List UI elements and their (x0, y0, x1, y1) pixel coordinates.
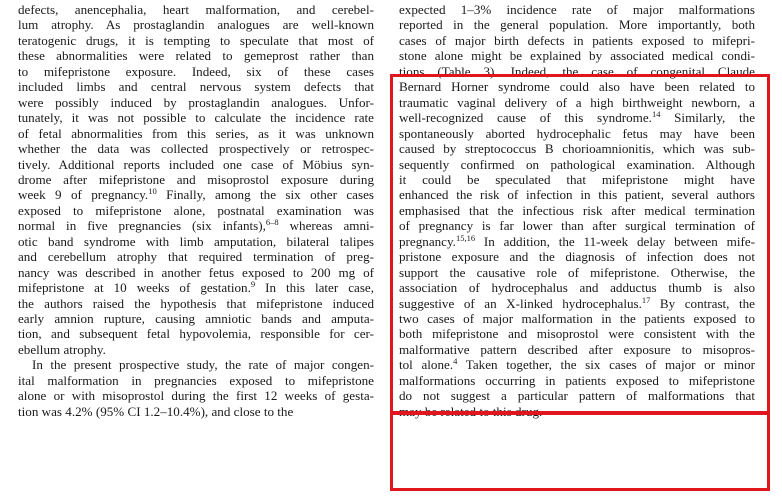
text-run: these abnormalities were related to gemeprost rather than (18, 48, 374, 64)
text-line (399, 33, 755, 48)
text-line (18, 388, 374, 403)
text-run: spontaneously aborted hydrocephalic fetus may have been (399, 125, 755, 141)
text-run: stone alone might be explained by associated medical condi- (399, 48, 755, 64)
text-run: caused by streptococcus B chorioamnionitis, which was sub- (399, 141, 755, 157)
text-line (399, 311, 755, 326)
text-line (18, 218, 374, 233)
text-line (18, 95, 374, 110)
text-run: malformations occurring in patients exposed to mifepristone (399, 372, 755, 388)
text-run: may be related to this drug. (399, 403, 543, 419)
text-line (18, 110, 374, 125)
text-line (399, 234, 755, 249)
text-run: whether the data was collected prospectively or retrospec- (18, 141, 374, 157)
text-run: tions (Table 3). Indeed, the case of congenital Claude (399, 63, 755, 79)
text-run: pristone exposure and the diagnosis of infection does not (399, 249, 755, 265)
text-run: traumatic vaginal delivery of a high birthweight newborn, a (399, 94, 755, 110)
text-run: ebellum atrophy. (18, 341, 106, 357)
text-line (18, 342, 374, 357)
text-run: included limbs and central nervous system defects that (18, 79, 374, 95)
citation-superscript: 9 (250, 279, 256, 290)
text-run: drome after mifepristone and misoprostol exposure during (18, 171, 374, 187)
text-line (399, 187, 755, 202)
text-run: expected 1–3% incidence rate of major malformations (399, 2, 755, 17)
text-run: By contrast, the (650, 295, 755, 311)
text-line (18, 326, 374, 341)
text-line (399, 141, 755, 156)
text-line (399, 296, 755, 311)
text-line (399, 265, 755, 280)
text-line (399, 326, 755, 341)
text-line (18, 357, 374, 372)
text-run: of pregnancy is far lower than after surgical termination of (399, 218, 755, 234)
text-line (18, 265, 374, 280)
text-line (18, 280, 374, 295)
text-run: malformative pattern described after exposure to misopros- (399, 341, 755, 357)
text-run: cases of major birth defects in patients exposed to mifepri- (399, 32, 755, 48)
text-line (399, 404, 755, 419)
text-line (399, 64, 755, 79)
text-line (18, 249, 374, 264)
citation-superscript: 10 (148, 186, 157, 197)
text-run: defects, anencephalia, heart malformation, and cerebel- (18, 2, 374, 17)
citation-superscript: 6–8 (265, 217, 279, 228)
text-run: nancy was described in another fetus exposed to 200 mg of (18, 264, 374, 280)
text-run: reported in the general population. More importantly, both (399, 17, 755, 33)
text-run: the authors raised the hypothesis that mifepristone induced (18, 295, 374, 311)
text-run: In addition, the 11-week delay between mife- (475, 233, 755, 249)
text-run: Bernard Horner syndrome could also have been related to (399, 79, 755, 95)
text-line (399, 172, 755, 187)
text-line (18, 48, 374, 63)
text-run: support the causative role of mifepristone. Otherwise, the (399, 264, 755, 280)
text-run: mifepristone at 10 weeks of gestation. (18, 280, 251, 296)
text-run: emphasised that the infectious risk after medical termination (399, 202, 755, 218)
text-run: normal in five pregnancies (six infants), (18, 218, 266, 234)
text-run: it could be speculated that mifepristone might have (399, 171, 755, 187)
text-line (399, 357, 755, 372)
text-line (18, 203, 374, 218)
text-run: to mifepristone exposure. Indeed, six of these cases (18, 63, 374, 79)
text-line (18, 187, 374, 202)
text-run: suggestive of an X-linked hydrocephalus. (399, 295, 642, 311)
citation-superscript: 17 (641, 294, 651, 305)
text-run: of fetal abnormalities from this series, as it was unknown (18, 125, 374, 141)
text-line (399, 373, 755, 388)
citation-superscript: 15,16 (455, 232, 476, 243)
text-line (18, 2, 374, 17)
text-line (399, 157, 755, 172)
text-run: sequently confirmed on pathological examination. Although (399, 156, 755, 172)
text-run: tunately, it was not possible to calculate the incidence rate (18, 110, 374, 126)
text-run: whereas amni- (278, 218, 375, 234)
citation-superscript: 14 (651, 109, 661, 120)
text-line (399, 280, 755, 295)
text-run: lum atrophy. As prostaglandin analogues are well-known (18, 17, 374, 33)
text-line (399, 218, 755, 233)
text-line (18, 141, 374, 156)
text-line (399, 48, 755, 63)
text-line (18, 17, 374, 32)
text-run: alone or with misoprostol during the first 12 weeks of gesta- (18, 388, 374, 404)
text-run: otic band syndrome with limb amputation, bilateral talipes (18, 233, 374, 249)
text-line (18, 172, 374, 187)
text-line (399, 2, 755, 17)
text-run: tion was 4.2% (95% CI 1.2–10.4%), and close to the (18, 403, 294, 419)
text-line (18, 157, 374, 172)
text-line (399, 79, 755, 94)
text-run: week 9 of pregnancy. (18, 187, 149, 203)
text-run: early amnion rupture, causing amniotic bands and amputa- (18, 311, 374, 326)
text-run: Taken together, the six cases of major or minor (457, 357, 755, 373)
text-run: well-recognized cause of this syndrome. (399, 110, 652, 126)
text-line (399, 249, 755, 264)
text-run: In the present prospective study, the rate of major congen- (32, 357, 374, 373)
text-line (399, 110, 755, 125)
text-run: Finally, among the six other cases (156, 187, 374, 203)
text-run: enhanced the risk of infection in this patient, several authors (399, 187, 755, 203)
citation-superscript: 4 (453, 356, 458, 367)
text-line (399, 126, 755, 141)
text-run: do not suggest a particular pattern of malformations that (399, 388, 755, 404)
text-run: tion, and subsequent fetal hypovolemia, responsible for cer- (18, 326, 374, 342)
text-line (399, 203, 755, 218)
text-run: two cases of major malformation in the patients exposed to (399, 311, 755, 326)
text-line (18, 373, 374, 388)
text-run: tol alone. (399, 357, 454, 373)
text-run: and cerebellum atrophy that required termination of preg- (18, 249, 374, 265)
text-line (18, 79, 374, 94)
text-line (18, 126, 374, 141)
text-run: exposed to mifepristone alone, postnatal examination was (18, 202, 374, 218)
highlight-box-lower (390, 412, 770, 491)
text-line (18, 311, 374, 326)
text-line (18, 234, 374, 249)
text-line (18, 404, 374, 419)
text-run: association of hydrocephalus and adductus thumb is also (399, 280, 755, 296)
text-run: tively. Additional reports included one case of Möbius syn- (18, 156, 374, 172)
text-line (399, 17, 755, 32)
text-line (399, 95, 755, 110)
text-line (18, 296, 374, 311)
text-run: were possibly induced by prostaglandin analogues. Unfor- (18, 94, 374, 110)
text-run: teratogenic drugs, it is tempting to speculate that most of (18, 32, 374, 48)
text-run: In this later case, (255, 280, 375, 296)
text-run: pregnancy. (399, 233, 456, 249)
text-run: ital malformation in pregnancies exposed to mifepristone (18, 372, 374, 388)
text-run: Similarly, the (660, 110, 756, 126)
text-line (399, 388, 755, 403)
text-run: both mifepristone and misoprostol were consistent with the (399, 326, 755, 342)
text-line (399, 342, 755, 357)
text-line (18, 64, 374, 79)
text-line (18, 33, 374, 48)
